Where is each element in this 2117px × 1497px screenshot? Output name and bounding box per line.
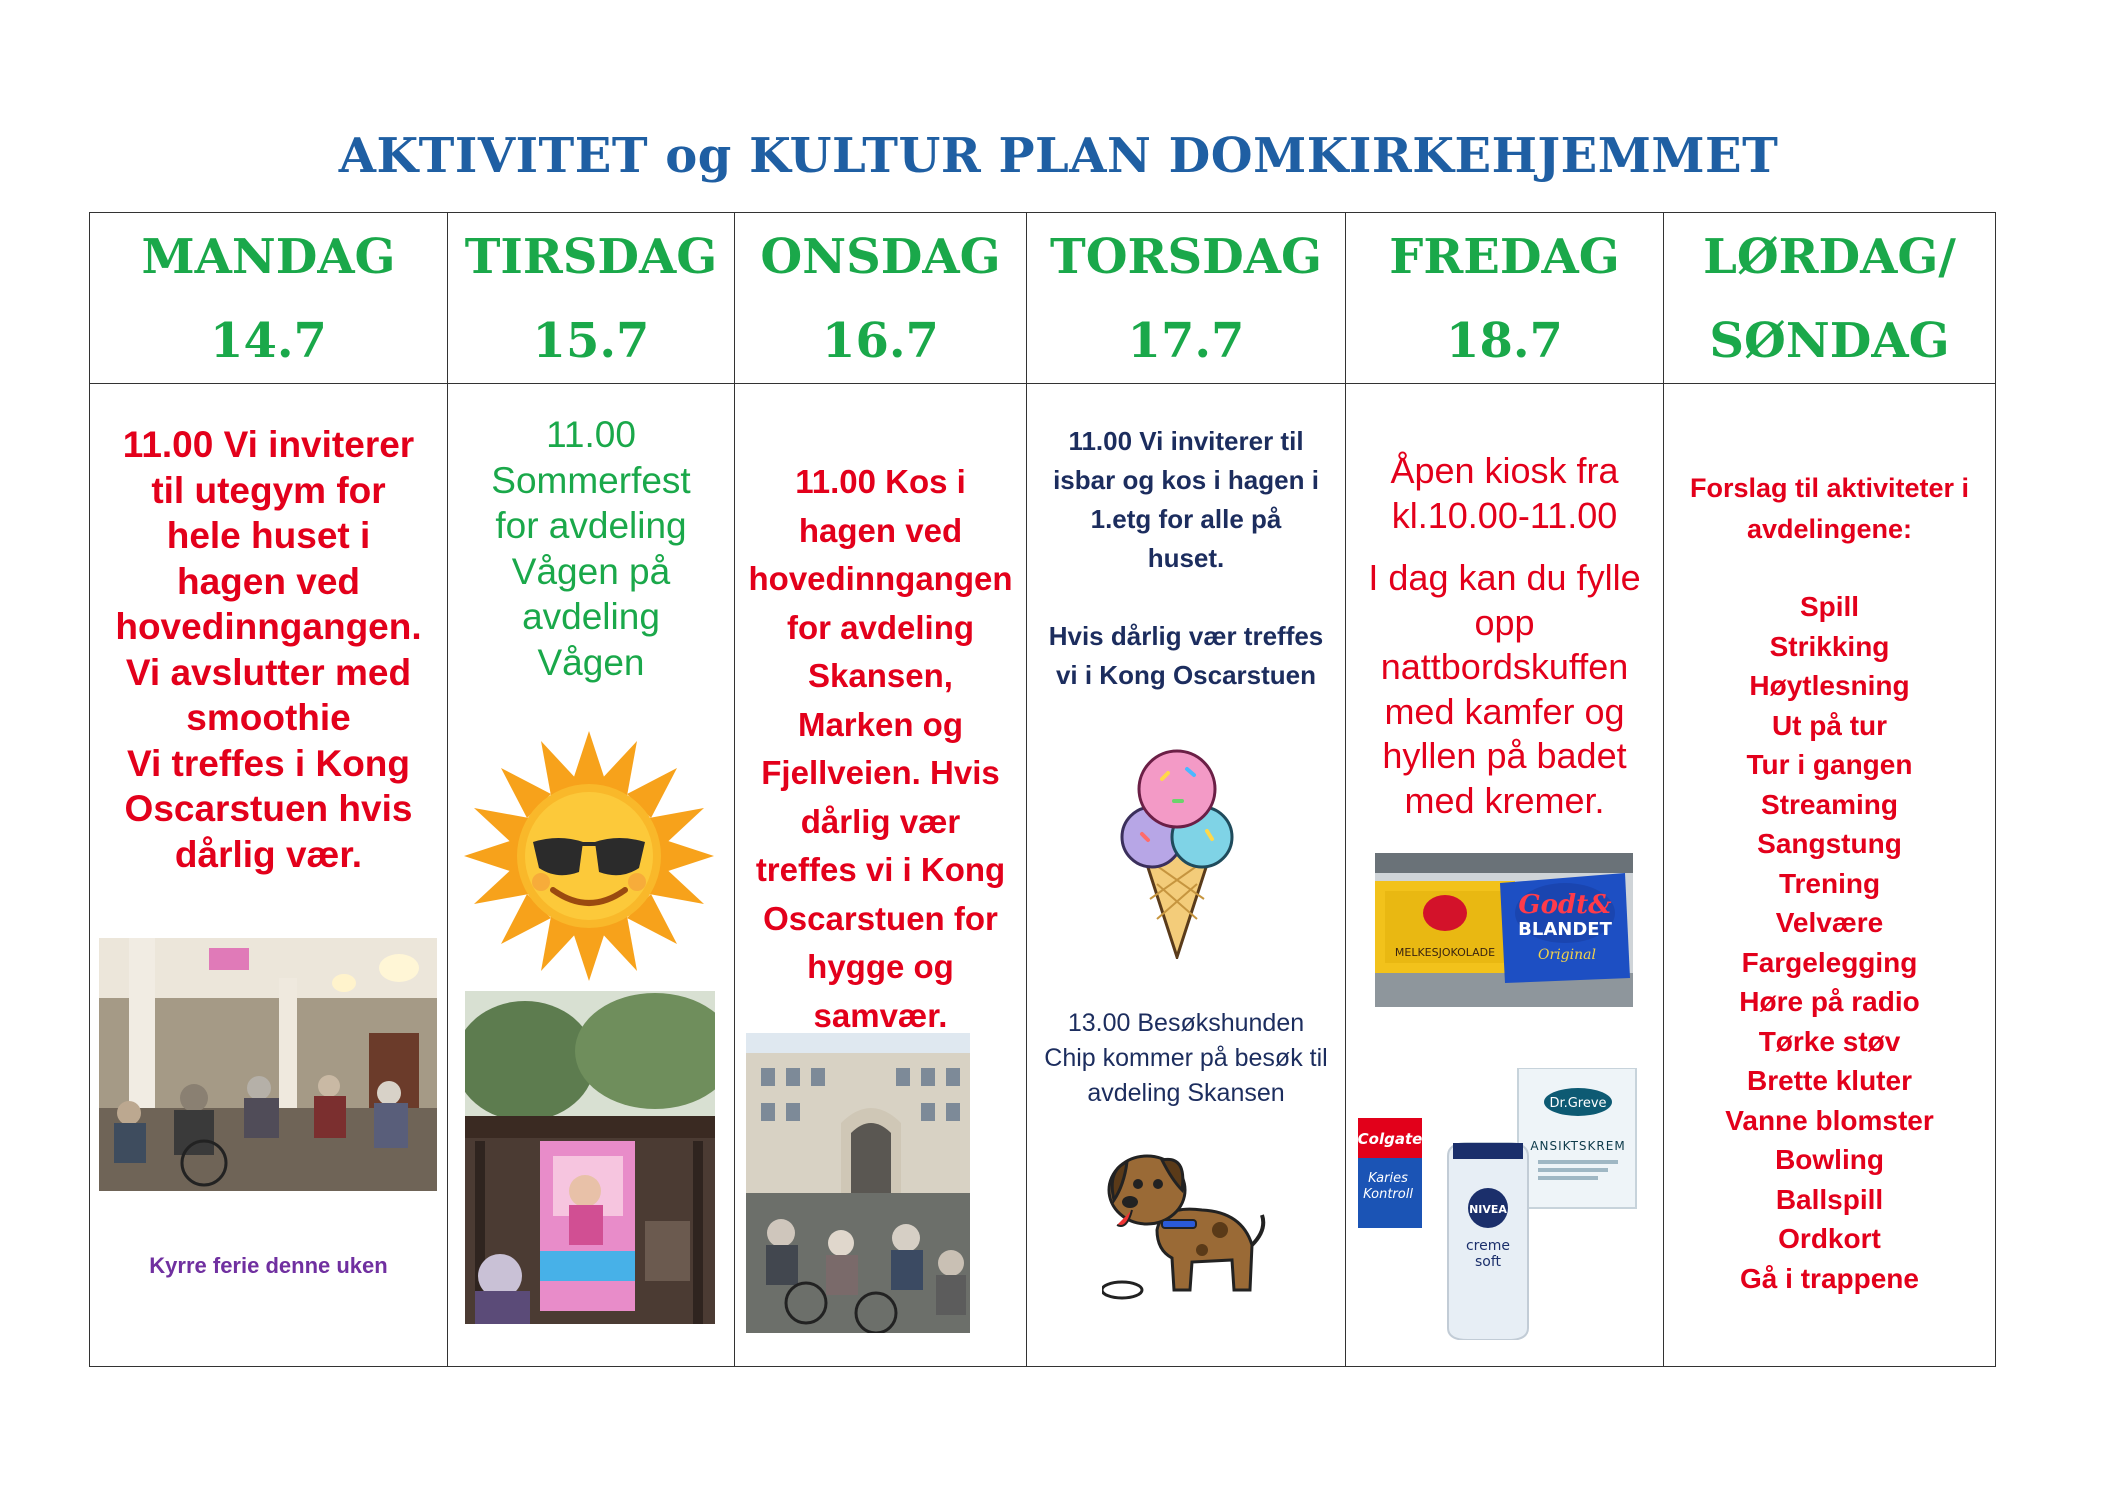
tuesday-activity-text: 11.00 Sommerfest for avdeling Vågen på avdeling Vågen bbox=[491, 414, 691, 683]
monday-cell bbox=[90, 384, 448, 1367]
day-name: LØRDAG/ bbox=[1703, 229, 1956, 285]
list-item: Bowling bbox=[1775, 1144, 1884, 1175]
thursday-dog-visit-text: 13.00 Besøkshunden Chip kommer på besøk til avdeling Skansen bbox=[1044, 1009, 1328, 1107]
drgreve-label: Dr.Greve bbox=[1549, 1096, 1607, 1111]
friday-toiletries-photo bbox=[1358, 1068, 1658, 1340]
monday-gym-photo bbox=[99, 938, 437, 1191]
list-item: Tørke støv bbox=[1758, 1025, 1901, 1057]
day-date: 15.7 bbox=[532, 313, 650, 369]
weekend-activity-list bbox=[1670, 587, 1989, 1298]
friday-cell bbox=[1346, 384, 1664, 1367]
day-header-row bbox=[90, 213, 1996, 384]
list-item: Brette kluter bbox=[1747, 1065, 1912, 1096]
day-name: MANDAG bbox=[141, 229, 396, 285]
colgate-label: Colgate bbox=[1358, 1130, 1423, 1148]
list-item: Vanne blomster bbox=[1725, 1104, 1934, 1136]
chocolate-label: MELKESJOKOLADE bbox=[1394, 946, 1496, 959]
list-item: Strikking bbox=[1769, 630, 1890, 662]
friday-candy-photo bbox=[1375, 853, 1633, 1007]
tuesday-cell bbox=[448, 384, 735, 1367]
candy-label: BLANDET bbox=[1518, 919, 1612, 940]
colgate-sub2: Kontroll bbox=[1363, 1187, 1413, 1202]
thursday-weather-note: Hvis dårlig vær treffes vi i Kong Oscarstuen bbox=[1048, 621, 1324, 690]
list-item: Fargelegging bbox=[1741, 946, 1918, 978]
nivea-sub2: soft bbox=[1474, 1254, 1502, 1270]
ice-cream-icon bbox=[1112, 739, 1242, 959]
day-date: SØNDAG bbox=[1709, 313, 1950, 369]
activity-table bbox=[89, 212, 1996, 1367]
sun-sunglasses-icon bbox=[458, 728, 720, 983]
day-date: 16.7 bbox=[822, 313, 939, 369]
wednesday-garden-photo bbox=[746, 1033, 970, 1333]
weekend-cell bbox=[1664, 384, 1996, 1367]
page-title: AKTIVITET og KULTUR PLAN DOMKIRKEHJEMMET bbox=[338, 128, 1779, 184]
wednesday-activity-text: 11.00 Kos i hagen ved hovedinngangen for avdeling Skansen, Marken og Fjellveien. Hvis dårlig vær treffes vi i Kong Oscarstuen for hygge og samvær. bbox=[748, 463, 1013, 1034]
day-header-wednesday bbox=[735, 213, 1027, 384]
list-item: Gå i trappene bbox=[1740, 1262, 1919, 1294]
list-item: Ballspill bbox=[1775, 1183, 1884, 1215]
day-date: 14.7 bbox=[210, 313, 327, 369]
candy-brand: Godt& bbox=[1518, 890, 1612, 920]
list-item: Velvære bbox=[1775, 907, 1884, 938]
weekend-intro-text: Forslag til aktiviteter i avdelingene: bbox=[1689, 473, 1970, 544]
day-name: TORSDAG bbox=[1050, 229, 1322, 285]
nivea-sub1: creme bbox=[1465, 1238, 1511, 1254]
day-header-thursday bbox=[1027, 213, 1346, 384]
day-date: 17.7 bbox=[1127, 313, 1245, 369]
day-header-tuesday bbox=[448, 213, 735, 384]
day-name: ONSDAG bbox=[760, 229, 1001, 285]
activities-row bbox=[90, 384, 1996, 1367]
friday-kiosk-text: Åpen kiosk fra kl.10.00-11.00 bbox=[1390, 450, 1619, 536]
list-item: Sangstung bbox=[1757, 828, 1902, 859]
tuesday-party-photo bbox=[465, 991, 715, 1324]
candy-subtitle: Original bbox=[1538, 947, 1596, 963]
day-name: TIRSDAG bbox=[464, 229, 718, 285]
day-header-friday bbox=[1346, 213, 1664, 384]
drgreve-product: ANSIKTSKREM bbox=[1530, 1139, 1626, 1153]
list-item: Trening bbox=[1778, 867, 1881, 899]
day-name: FREDAG bbox=[1389, 229, 1620, 285]
thursday-cell bbox=[1027, 384, 1346, 1367]
friday-fill-text: I dag kan du fylle opp nattbordskuffen med kamfer og hyllen på badet med kremer. bbox=[1368, 557, 1641, 821]
monday-footer-note: Kyrre ferie denne uken bbox=[149, 1253, 388, 1278]
nivea-label: NIVEA bbox=[1469, 1203, 1507, 1216]
list-item: Tur i gangen bbox=[1746, 749, 1913, 780]
list-item: Ordkort bbox=[1778, 1223, 1881, 1254]
thursday-activity-text: 11.00 Vi inviterer til isbar og kos i hagen i 1.etg for alle på huset. bbox=[1053, 426, 1319, 573]
list-item: Streaming bbox=[1761, 788, 1898, 820]
colgate-sub1: Karies bbox=[1368, 1171, 1408, 1186]
monday-activity-text: 11.00 Vi inviterer til utegym for hele huset i hagen ved hovedinngangen. Vi avslutter med smoothie Vi treffes i Kong Oscarstuen hvis dårlig vær. bbox=[115, 424, 422, 875]
dog-icon bbox=[1102, 1150, 1267, 1300]
list-item: Spill bbox=[1799, 591, 1860, 622]
list-item: Høytlesning bbox=[1749, 670, 1910, 701]
day-date: 18.7 bbox=[1446, 313, 1563, 369]
list-item: Høre på radio bbox=[1739, 986, 1920, 1017]
list-item: Ut på tur bbox=[1771, 709, 1888, 741]
day-header-weekend bbox=[1664, 213, 1996, 384]
day-header-monday bbox=[90, 213, 448, 384]
wednesday-cell bbox=[735, 384, 1027, 1367]
